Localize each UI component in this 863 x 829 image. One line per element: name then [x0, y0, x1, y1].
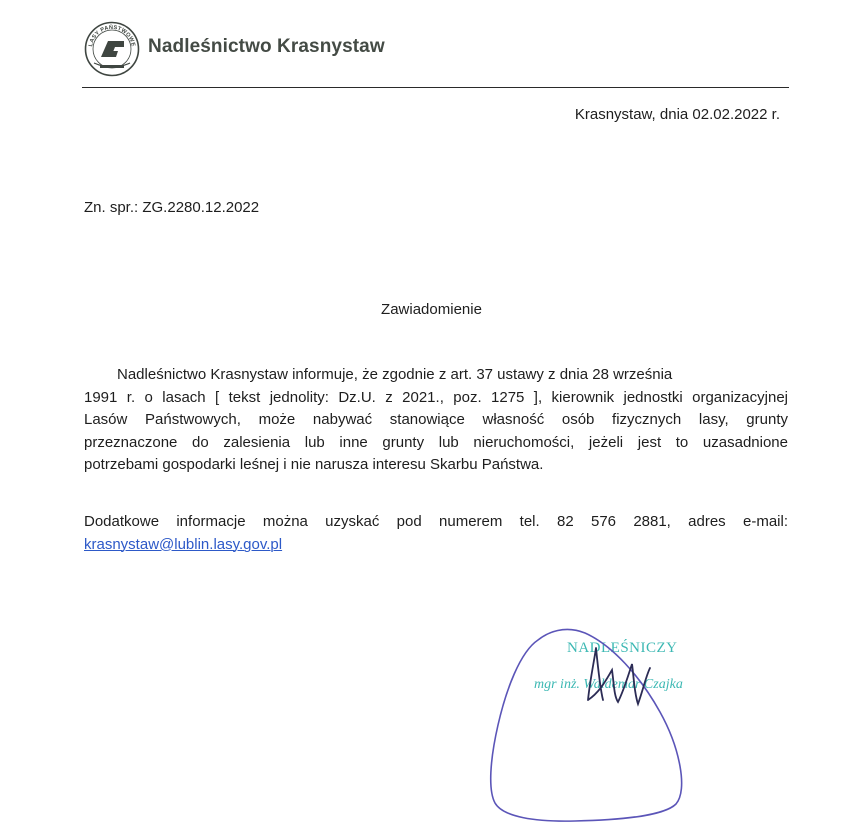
paragraph-line: potrzebami gospodarki leśnej i nie narusza interesu Skarbu Państwa.: [84, 456, 544, 473]
document-title: Zawiadomienie: [381, 301, 482, 318]
date-line: Krasnystaw, dnia 02.02.2022 r.: [574, 106, 780, 123]
lasy-panstwowe-logo-icon: [84, 21, 140, 77]
notice-paragraph: [84, 364, 788, 477]
org-name: Nadleśnictwo Krasnystaw: [148, 36, 385, 57]
paragraph-line: przeznaczone do zalesienia lub inne grunty lub nieruchomości, jeżeli jest to uzasadnione: [84, 433, 788, 451]
paragraph-line: Lasów Państwowych, może nabywać stanowiące własność osób fizycznych lasy, grunty: [84, 411, 788, 428]
contact-text: Dodatkowe informacje można uzyskać pod numerem tel. 82 576 2881, adres e-mail:: [84, 513, 788, 530]
contact-paragraph: [84, 511, 788, 556]
paragraph-line: Nadleśnictwo Krasnystaw informuje, że zgodnie z art. 37 ustawy z dnia 28 września: [117, 366, 673, 383]
stamp-title: NADLEŚNICZY: [567, 640, 678, 656]
case-reference: Zn. spr.: ZG.2280.12.2022: [84, 199, 260, 216]
paragraph-line: 1991 r. o lasach [ tekst jednolity: Dz.U. z 2021., poz. 1275 ], kierownik jednostki organizacyjnej: [84, 388, 788, 406]
email-link[interactable]: krasnystaw@lublin.lasy.gov.pl: [84, 535, 283, 553]
svg-text:LASY PAŃSTWOWE: LASY PAŃSTWOWE: [88, 24, 136, 48]
stamp-name: mgr inż. Waldemar Czajka: [534, 677, 683, 692]
header-divider: [82, 87, 789, 88]
